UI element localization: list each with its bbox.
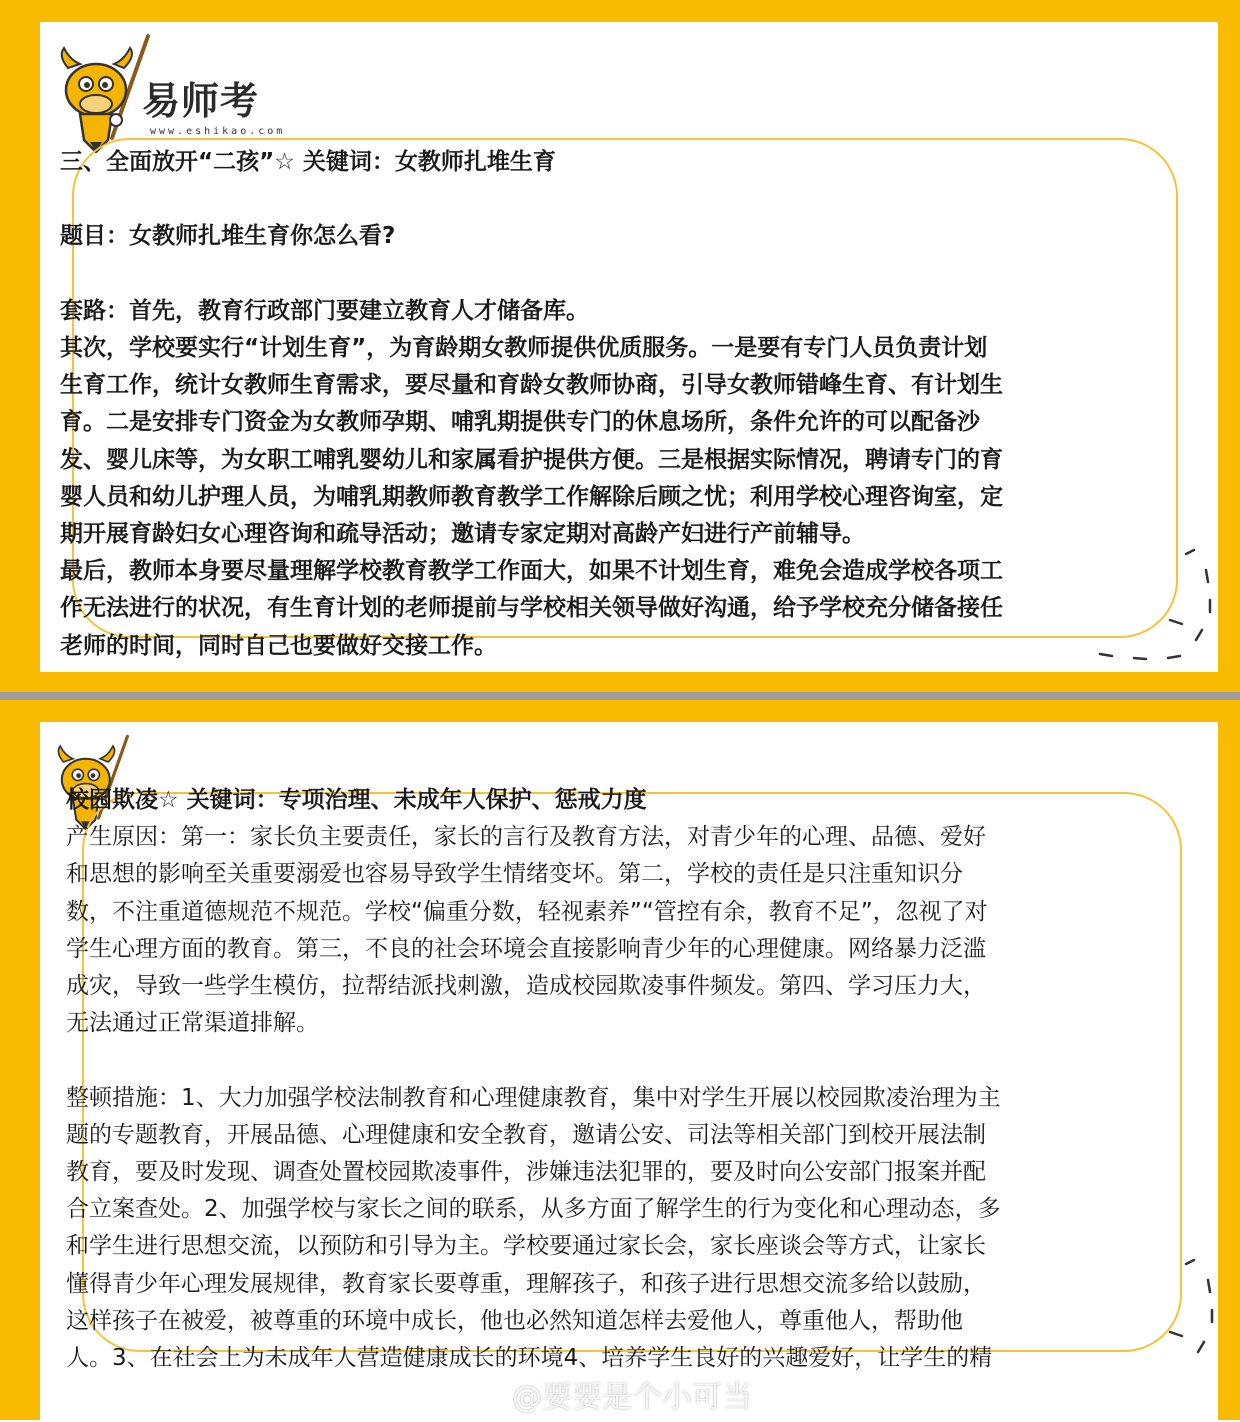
- text-line: 整顿措施：1、大力加强学校法制教育和心理健康教育，集中对学生开展以校园欺凌治理为主: [66, 1084, 1001, 1111]
- text-line: 教育，要及时发现、调查处置校园欺凌事件，涉嫌违法犯罪的，要及时向公安部门报案并配: [66, 1159, 986, 1186]
- text-line: 人。3、在社会上为未成年人营造健康成长的环境4、培养学生良好的兴趣爱好，让学生的精: [66, 1345, 993, 1372]
- text-line: 和思想的影响至关重要溺爱也容易导致学生情绪变坏。第二，学校的责任是只注重知识分: [66, 861, 963, 888]
- text-line: 发、婴儿床等，为女职工哺乳婴幼儿和家属看护提供方便。三是根据实际情况，聘请专门的育: [60, 446, 1003, 473]
- section-2-text: [66, 782, 1126, 1377]
- logo-brand: 易师考: [142, 79, 260, 123]
- text-line: 数，不注重道德规范不规范。学校“偏重分数，轻视素养”“管控有余，教育不足”，忽视了对: [66, 898, 988, 925]
- text-line: 老师的时间，同时自己也要做好交接工作。: [60, 632, 497, 659]
- text-line: 学生心理方面的教育。第三，不良的社会环境会直接影响青少年的心理健康。网络暴力泛滥: [66, 935, 986, 962]
- logo-url: www.eshikao.com: [150, 126, 286, 137]
- text-line: 育。二是安排专门资金为女教师孕期、哺乳期提供专门的休息场所，条件允许的可以配备沙: [60, 409, 980, 436]
- text-line: 无法通过正常渠道排解。: [66, 1010, 319, 1037]
- section-1-text: [60, 144, 1125, 665]
- panel-divider: [0, 692, 1240, 700]
- text-line: 作无法进行的状况，有生育计划的老师提前与学校相关领导做好沟通，给予学校充分储备接任: [60, 595, 1003, 622]
- panel-bottom: [0, 700, 1240, 1420]
- panel-top: [0, 0, 1240, 692]
- text-line: 产生原因：第一：家长负主要责任，家长的言行及教育方法，对青少年的心理、品德、爱好: [66, 824, 986, 851]
- text-line: 婴人员和幼儿护理人员，为哺乳期教师教育教学工作解除后顾之忧；利用学校心理咨询室，定: [60, 483, 1003, 510]
- text-line: 成灾，导致一些学生模仿，拉帮结派找刺激，造成校园欺凌事件频发。第四、学习压力大，: [66, 973, 986, 1000]
- text-line: 懂得青少年心理发展规律，教育家长要尊重，理解孩子，和孩子进行思想交流多给以鼓励，: [66, 1270, 986, 1297]
- text-line: 和学生进行思想交流，以预防和引导为主。学校要通过家长会，家长座谈会等方式，让家长: [66, 1233, 986, 1260]
- section-1-question: 题目：女教师扎堆生育你怎么看?: [60, 223, 396, 250]
- text-line: 最后，教师本身要尽量理解学校教育教学工作面大，如果不计划生育，难免会造成学校各项工: [60, 558, 1003, 585]
- section-1-heading: 三、全面放开“二孩”☆ 关键词：女教师扎堆生育: [60, 149, 556, 175]
- text-line: 期开展育龄妇女心理咨询和疏导活动；邀请专家定期对高龄产妇进行产前辅导。: [60, 521, 865, 547]
- section-2-heading: 校园欺凌☆ 关键词：专项治理、未成年人保护、惩戒力度: [66, 787, 647, 813]
- text-line: 套路：首先，教育行政部门要建立教育人才储备库。: [60, 297, 589, 324]
- text-line: 这样孩子在被爱，被尊重的环境中成长，他也必然知道怎样去爱他人，尊重他人，帮助他: [66, 1307, 963, 1334]
- text-line: 生育工作，统计女教师生育需求，要尽量和育龄女教师协商，引导女教师错峰生育、有计划生: [60, 372, 1003, 399]
- watermark: @要要是个小可当: [512, 1380, 752, 1415]
- text-line: 题的专题教育，开展品德、心理健康和安全教育，邀请公安、司法等相关部门到校开展法制: [66, 1121, 986, 1148]
- logo: [50, 28, 350, 153]
- text-line: 合立案查处。2、加强学校与家长之间的联系，从多方面了解学生的行为变化和心理动态，多: [66, 1196, 1001, 1223]
- text-line: 其次，学校要实行“计划生育”，为育龄期女教师提供优质服务。一是要有专门人员负责计划: [60, 334, 988, 361]
